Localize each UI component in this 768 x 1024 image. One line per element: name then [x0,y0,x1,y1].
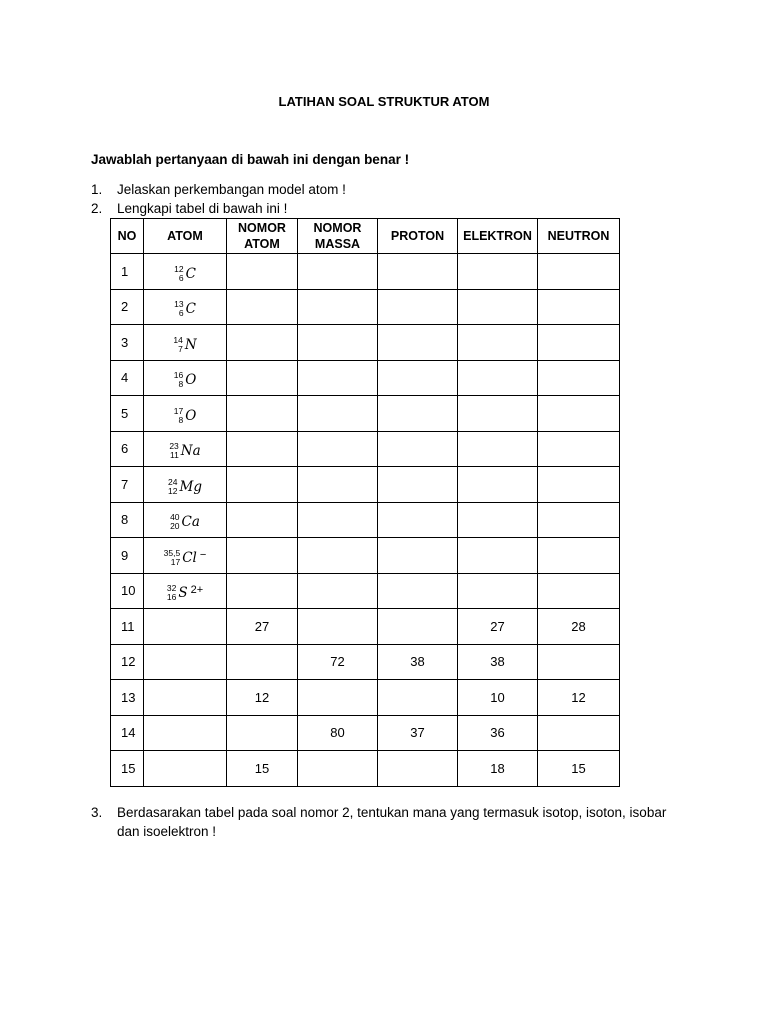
cell-neutron [538,467,620,503]
cell-no: 7 [111,467,144,503]
ion-charge: 2+ [190,584,204,597]
table-header-row [111,219,620,254]
cell-atom [144,431,227,467]
nuclide-notation [174,265,196,283]
cell-proton [378,467,458,503]
cell-no: 4 [111,360,144,396]
cell-proton [378,325,458,361]
cell-nomor-massa [298,325,378,361]
cell-neutron [538,715,620,751]
cell-nomor-atom [227,289,298,325]
atomic-number: 17 [170,556,181,567]
cell-nomor-atom [227,538,298,574]
cell-neutron [538,502,620,538]
element-symbol: Mg [179,478,202,495]
cell-atom [144,360,227,396]
cell-proton: 37 [378,715,458,751]
cell-nomor-atom [227,502,298,538]
nuclide-numbers [167,584,176,602]
mass-number: 23 [169,441,179,452]
question-number: 3. [91,805,103,820]
table-row [111,289,620,325]
cell-proton [378,573,458,609]
cell-neutron [538,431,620,467]
atomic-number: 12 [168,485,178,496]
cell-neutron [538,644,620,680]
cell-nomor-massa: 72 [298,644,378,680]
cell-nomor-massa [298,467,378,503]
cell-neutron: 12 [538,680,620,716]
cell-proton [378,502,458,538]
cell-atom [144,254,227,290]
nuclide-notation [167,584,203,602]
cell-nomor-atom [227,644,298,680]
cell-elektron: 18 [458,751,538,787]
cell-no: 8 [111,502,144,538]
cell-nomor-massa [298,751,378,787]
cell-nomor-massa: 80 [298,715,378,751]
mass-number: 40 [170,512,180,523]
header-nomor-atom: NOMOR ATOM [227,219,298,254]
question-number: 1. [91,182,103,197]
cell-nomor-atom: 27 [227,609,298,645]
cell-no: 9 [111,538,144,574]
header-nomor-massa: NOMOR MASSA [298,219,378,254]
cell-no: 14 [111,715,144,751]
cell-atom [144,502,227,538]
cell-proton [378,680,458,716]
cell-neutron [538,289,620,325]
cell-nomor-massa [298,431,378,467]
nuclide-numbers [174,407,183,425]
cell-nomor-massa [298,289,378,325]
cell-elektron [458,360,538,396]
cell-atom [144,289,227,325]
mass-number: 14 [173,334,183,345]
question-number: 2. [91,201,103,216]
cell-nomor-atom [227,325,298,361]
nuclide-notation [169,442,200,460]
question-text: Lengkapi tabel di bawah ini ! [117,201,288,216]
cell-elektron [458,467,538,503]
atomic-number: 6 [178,272,184,283]
table-row [111,502,620,538]
cell-nomor-massa [298,680,378,716]
element-symbol: N [184,336,197,353]
cell-elektron [458,538,538,574]
table-row [111,715,620,751]
cell-nomor-atom: 15 [227,751,298,787]
cell-proton [378,254,458,290]
cell-nomor-massa [298,609,378,645]
mass-number: 17 [173,405,184,416]
cell-no: 5 [111,396,144,432]
nuclide-notation [174,300,196,318]
cell-elektron: 10 [458,680,538,716]
cell-atom [144,325,227,361]
cell-proton [378,289,458,325]
cell-atom [144,538,227,574]
nuclide-notation [174,371,197,389]
table-row [111,360,620,396]
cell-neutron: 28 [538,609,620,645]
nuclide-numbers [173,336,182,354]
nuclide-numbers [169,442,178,460]
cell-neutron [538,396,620,432]
cell-neutron [538,360,620,396]
cell-nomor-atom [227,715,298,751]
cell-proton [378,751,458,787]
cell-proton [378,431,458,467]
header-neutron: NEUTRON [538,219,620,254]
mass-number: 24 [168,476,178,487]
nuclide-notation [164,549,207,567]
cell-atom [144,644,227,680]
cell-nomor-massa [298,502,378,538]
mass-number: 16 [173,370,184,381]
mass-number: 32 [166,583,177,594]
table-row [111,538,620,574]
cell-neutron [538,538,620,574]
cell-elektron [458,502,538,538]
cell-nomor-atom: 12 [227,680,298,716]
cell-no: 13 [111,680,144,716]
mass-number: 13 [174,299,184,310]
cell-atom [144,751,227,787]
cell-elektron [458,431,538,467]
cell-elektron: 38 [458,644,538,680]
atomic-number: 8 [178,414,184,425]
table-row [111,325,620,361]
cell-atom [144,573,227,609]
cell-nomor-atom [227,467,298,503]
cell-no: 12 [111,644,144,680]
cell-atom [144,609,227,645]
atomic-number: 6 [178,308,184,319]
table-row [111,644,620,680]
cell-nomor-atom [227,396,298,432]
table-row [111,609,620,645]
header-proton: PROTON [378,219,458,254]
cell-nomor-atom [227,254,298,290]
atomic-number: 16 [166,592,177,603]
cell-elektron: 36 [458,715,538,751]
cell-nomor-massa [298,254,378,290]
header-elektron: ELEKTRON [458,219,538,254]
question-text: Berdasarakan tabel pada soal nomor 2, tentukan mana yang termasuk isotop, isoton, isobar dan isoelektron ! [117,805,667,839]
cell-no: 1 [111,254,144,290]
table-row [111,573,620,609]
nuclide-numbers [174,300,183,318]
cell-no: 11 [111,609,144,645]
cell-elektron: 27 [458,609,538,645]
mass-number: 35,5 [163,547,181,558]
atomic-number: 8 [178,379,184,390]
cell-elektron [458,396,538,432]
element-symbol: O [185,407,197,424]
cell-elektron [458,325,538,361]
question-text: Jelaskan perkembangan model atom ! [117,182,346,197]
ion-charge: − [199,548,207,561]
atomic-number: 7 [178,343,183,354]
table-row [111,254,620,290]
cell-no: 3 [111,325,144,361]
cell-proton [378,396,458,432]
nuclide-notation [168,478,202,496]
element-symbol: S [178,585,188,602]
cell-no: 2 [111,289,144,325]
cell-nomor-massa [298,573,378,609]
cell-atom [144,396,227,432]
nuclide-notation [170,513,200,531]
element-symbol: O [185,372,197,389]
nuclide-notation [173,336,196,354]
cell-neutron [538,254,620,290]
nuclide-numbers [164,549,181,567]
cell-nomor-massa [298,360,378,396]
cell-nomor-massa [298,396,378,432]
nuclide-notation [174,407,197,425]
element-symbol: C [185,265,196,282]
nuclide-numbers [168,478,177,496]
instruction-text: Jawablah pertanyaan di bawah ini dengan benar ! [91,152,410,167]
mass-number: 12 [174,263,184,274]
cell-no: 15 [111,751,144,787]
atomic-number: 11 [169,450,179,461]
cell-no: 10 [111,573,144,609]
cell-no: 6 [111,431,144,467]
cell-neutron [538,573,620,609]
cell-elektron [458,289,538,325]
cell-elektron [458,573,538,609]
atomic-number: 20 [170,521,180,532]
cell-atom [144,680,227,716]
page-title: LATIHAN SOAL STRUKTUR ATOM [278,94,490,109]
cell-nomor-atom [227,360,298,396]
cell-atom [144,467,227,503]
cell-elektron [458,254,538,290]
cell-proton [378,538,458,574]
nuclide-numbers [174,265,183,283]
table-row [111,467,620,503]
cell-proton [378,609,458,645]
table-row [111,431,620,467]
element-symbol: Ca [181,514,200,531]
atom-table [110,218,620,787]
element-symbol: Na [180,443,201,460]
cell-neutron [538,325,620,361]
header-atom: ATOM [144,219,227,254]
element-symbol: Cl [182,549,197,566]
table-row [111,751,620,787]
table-row [111,396,620,432]
cell-proton: 38 [378,644,458,680]
cell-nomor-atom [227,573,298,609]
nuclide-numbers [170,513,179,531]
header-no: NO [111,219,144,254]
cell-proton [378,360,458,396]
cell-atom [144,715,227,751]
cell-nomor-atom [227,431,298,467]
cell-neutron: 15 [538,751,620,787]
nuclide-numbers [174,371,183,389]
cell-nomor-massa [298,538,378,574]
table-row [111,680,620,716]
element-symbol: C [185,301,196,318]
